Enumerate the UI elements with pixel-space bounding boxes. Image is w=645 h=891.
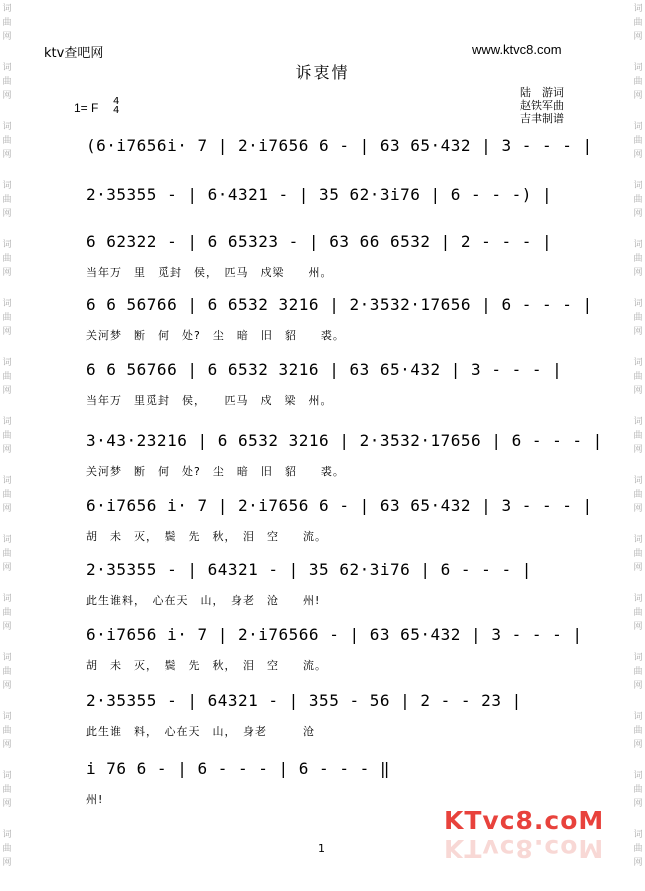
watermark-char: 词 [633,358,643,368]
watermark-char: 网 [633,504,643,514]
lyric-line: 当年万 里觅封 侯， 匹马 戍 梁 州。 [86,394,333,407]
watermark-group [0,238,14,280]
lyricist: 陆 游词 [520,86,564,99]
watermark-char: 网 [633,681,643,691]
notation-text: 2·35355 - | 64321 - | 35 62·3i76 | 6 - - - | [86,560,532,579]
watermark-group [631,474,645,516]
watermark-char: 曲 [633,372,643,382]
notation-text: 3·43·23216 | 6 6532 3216 | 2·3532·17656 | 6 - - - | [86,431,603,450]
watermark-char: 曲 [633,667,643,677]
notation-line [86,621,583,655]
watermark-char: 曲 [2,136,12,146]
watermark-char: 词 [2,535,12,545]
watermark-char: 词 [2,476,12,486]
watermark-char: 网 [2,858,12,868]
watermark-char: 词 [2,63,12,73]
time-bottom: 4 [113,105,120,116]
watermark-group [0,828,14,870]
watermark-char: 网 [633,268,643,278]
watermark-group [631,120,645,162]
watermark-char: 词 [633,417,643,427]
watermark-char: 词 [2,771,12,781]
watermark-char: 网 [633,799,643,809]
watermark-group [631,769,645,811]
lyric-line: 胡 未 灭， 鬓 先 秋， 泪 空 流。 [86,530,327,543]
watermark-char: 曲 [2,549,12,559]
watermark-char: 网 [633,445,643,455]
watermark-char: 网 [633,209,643,219]
watermark-group [0,474,14,516]
watermark-group [631,651,645,693]
watermark-char: 曲 [2,195,12,205]
watermark-char: 曲 [2,77,12,87]
key-signature: 1= F [74,101,99,115]
watermark-char: 网 [633,32,643,42]
time-top: 4 [113,96,120,107]
watermark-char: 词 [633,240,643,250]
watermark-char: 网 [2,563,12,573]
watermark-char: 网 [2,150,12,160]
watermark-group [0,120,14,162]
watermark-char: 词 [2,358,12,368]
notation-text: 6·i7656 i· 7 | 2·i7656 6 - | 63 65·432 | 3 - - - | [86,496,593,515]
watermark-char: 网 [633,563,643,573]
lyric-line: 胡 未 灭， 鬓 先 秋， 泪 空 流。 [86,659,327,672]
notation-line [86,291,593,325]
watermark-group [631,179,645,221]
watermark-char: 网 [2,386,12,396]
notation-text: (6·i7656i· 7 | 2·i7656 6 - | 63 65·432 | 3 - - - | [86,136,593,155]
watermark-char: 曲 [2,431,12,441]
watermark-char: 曲 [633,549,643,559]
watermark-char: 词 [633,594,643,604]
lyric-line: 州! [86,793,104,806]
watermark-group [0,2,14,44]
notation-text: 2·35355 - | 6·4321 - | 35 62·3i76 | 6 - - -) | [86,185,553,204]
watermark-char: 曲 [633,195,643,205]
watermark-char: 曲 [633,254,643,264]
site-url: www.ktvc8.com [472,42,562,57]
watermark-char: 曲 [2,667,12,677]
watermark-char: 网 [2,209,12,219]
watermark-char: 词 [2,4,12,14]
lyric-line: 当年万 里 觅封 侯， 匹马 戍梁 州。 [86,266,333,279]
watermark-char: 曲 [633,431,643,441]
song-credits [520,86,564,125]
notation-line [86,427,603,461]
notation-line [86,132,593,166]
watermark-char: 词 [633,771,643,781]
lyric-line: 此生谁料， 心在天 山， 身老 沧 州! [86,594,321,607]
watermark-char: 词 [2,653,12,663]
watermark-group [631,2,645,44]
watermark-char: 网 [633,386,643,396]
watermark-char: 曲 [633,313,643,323]
watermark-char: 网 [2,327,12,337]
composer: 赵铁军曲 [520,99,564,112]
watermark-char: 曲 [633,844,643,854]
watermark-char: 曲 [633,18,643,28]
notation-line [86,492,593,526]
watermark-char: 词 [633,535,643,545]
watermark-char: 曲 [2,254,12,264]
notation-line [86,687,572,721]
watermark-char: 曲 [2,372,12,382]
time-signature [113,97,119,115]
watermark-group [0,415,14,457]
watermark-group [0,592,14,634]
watermark-char: 网 [2,740,12,750]
watermark-char: 词 [633,63,643,73]
watermark-char: 网 [2,622,12,632]
watermark-char: 词 [2,417,12,427]
watermark-char: 词 [633,299,643,309]
watermark-char: 词 [633,4,643,14]
watermark-char: 网 [633,740,643,750]
notation-line [86,755,572,789]
watermark-group [0,651,14,693]
watermark-char: 网 [633,327,643,337]
lyric-line: 关河梦 断 何 处? 尘 暗 旧 貂 裘。 [86,465,345,478]
logo-text: KTvc8.coM [444,806,605,835]
watermark-left [0,0,14,891]
watermark-char: 网 [2,32,12,42]
watermark-char: 词 [633,830,643,840]
watermark-group [631,828,645,870]
watermark-group [631,356,645,398]
watermark-char: 曲 [2,785,12,795]
logo-reflection: KTvc8.coM [444,834,605,863]
watermark-char: 词 [2,594,12,604]
watermark-char: 词 [2,299,12,309]
watermark-group [631,415,645,457]
watermark-char: 词 [633,653,643,663]
watermark-group [0,356,14,398]
watermark-char: 词 [633,181,643,191]
watermark-char: 网 [2,504,12,514]
site-name: ktv查吧网 [44,46,104,61]
watermark-char: 词 [2,181,12,191]
watermark-char: 网 [633,858,643,868]
watermark-right [631,0,645,891]
notation-text: 2·35355 - | 64321 - | 355 - 56 | 2 - - 23 | [86,691,522,710]
notation-text: i 76 6 - | 6 - - - | 6 - - - ‖ [86,759,390,778]
watermark-char: 词 [633,712,643,722]
watermark-char: 曲 [2,844,12,854]
watermark-char: 曲 [633,136,643,146]
watermark-char: 词 [2,240,12,250]
watermark-char: 网 [2,445,12,455]
notation-text: 6 6 56766 | 6 6532 3216 | 63 65·432 | 3 - - - | [86,360,563,379]
watermark-char: 词 [2,712,12,722]
watermark-char: 词 [633,122,643,132]
notation-text: 6 6 56766 | 6 6532 3216 | 2·3532·17656 | 6 - - - | [86,295,593,314]
notation-line [86,228,572,262]
watermark-char: 词 [2,122,12,132]
watermark-group [0,769,14,811]
watermark-char: 网 [2,268,12,278]
watermark-char: 曲 [2,18,12,28]
transcriber: 吉聿制谱 [520,112,564,125]
notation-line [86,181,572,215]
watermark-char: 网 [633,91,643,101]
watermark-char: 曲 [633,726,643,736]
watermark-char: 曲 [2,608,12,618]
watermark-group [631,238,645,280]
notation-line [86,356,572,390]
watermark-group [0,533,14,575]
song-title: 诉衷情 [295,63,350,82]
watermark-char: 曲 [2,490,12,500]
watermark-char: 曲 [633,608,643,618]
watermark-char: 网 [2,799,12,809]
lyric-line: 此生谁 料， 心在天 山， 身老 沧 [86,725,315,738]
notation-text: 6 62322 - | 6 65323 - | 63 66 6532 | 2 - - - | [86,232,553,251]
watermark-group [631,533,645,575]
watermark-group [631,592,645,634]
watermark-char: 网 [633,150,643,160]
watermark-group [631,710,645,752]
page-number: 1 [318,842,325,855]
watermark-char: 曲 [633,77,643,87]
notation-text: 6·i7656 i· 7 | 2·i76566 - | 63 65·432 | 3 - - - | [86,625,583,644]
site-logo [444,806,605,866]
watermark-char: 网 [633,622,643,632]
watermark-group [631,297,645,339]
notation-line [86,556,572,590]
watermark-char: 曲 [633,785,643,795]
lyric-line: 关河梦 断 何 处? 尘 暗 旧 貂 裘。 [86,329,345,342]
watermark-group [0,710,14,752]
watermark-char: 曲 [2,313,12,323]
watermark-char: 网 [2,681,12,691]
watermark-group [0,179,14,221]
watermark-char: 曲 [633,490,643,500]
watermark-char: 词 [633,476,643,486]
watermark-group [0,297,14,339]
watermark-char: 词 [2,830,12,840]
watermark-char: 网 [2,91,12,101]
watermark-char: 曲 [2,726,12,736]
